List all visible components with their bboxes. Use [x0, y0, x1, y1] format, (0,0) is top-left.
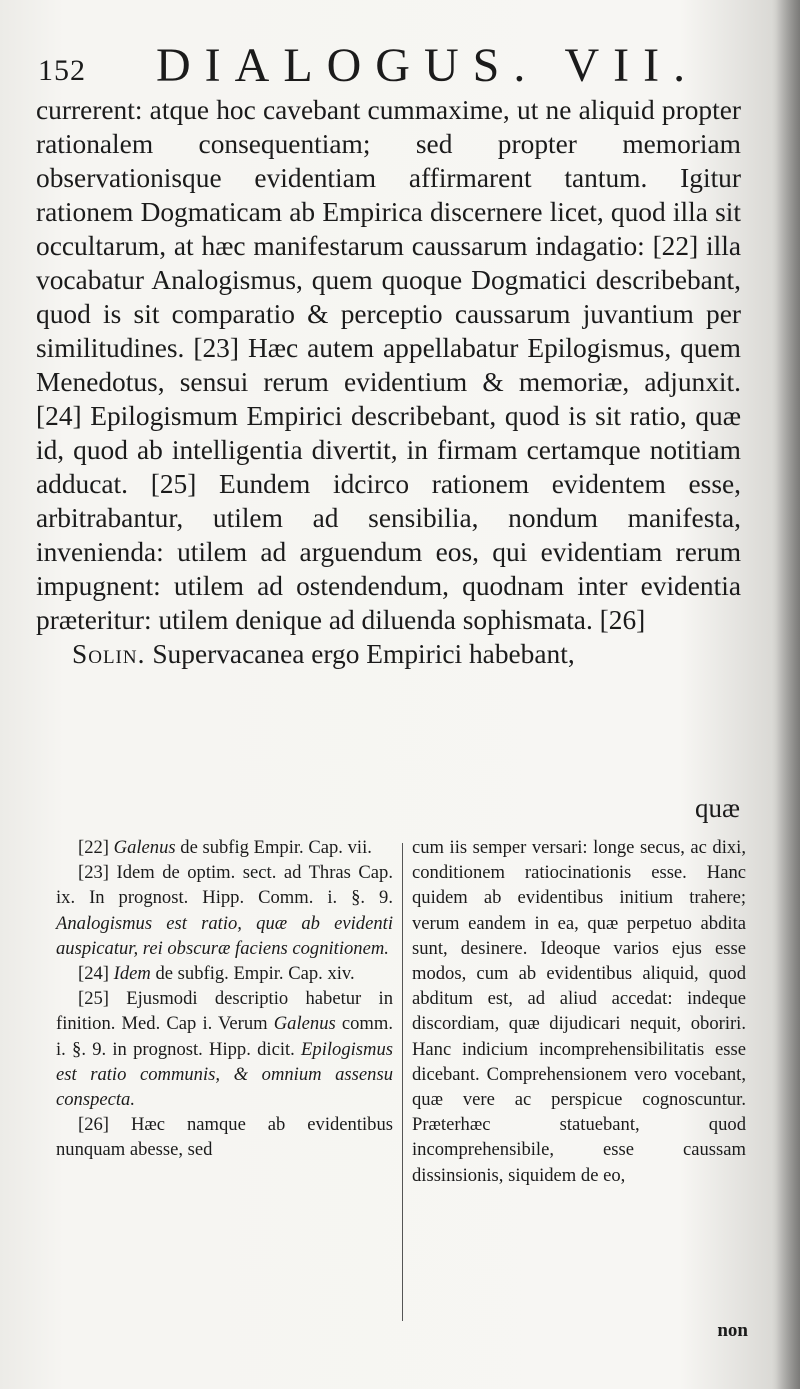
- page-edge-shadow: [772, 0, 800, 1389]
- footnote-26: [56, 1112, 393, 1162]
- footnote-quote: Epilogismus est ratio communis, & omnium assensu conspecta.: [56, 1038, 393, 1111]
- footnotes-right-column: [412, 835, 746, 1188]
- footnote-text: cum iis semper versari: longe secus, ac dixi, conditionem ratiocinationis esse. Hanc quidem ab evidentibus initium trahere; verum eandem in ea, quæ perpetuo abdita sunt, desinere. Ideoque varios ejus esse modos, cum ab evidentibus aliquid, quod abditum est, ad aliud accedat: indeque discordiam, quæ dijudicari nequit, oboriri. Hanc indicium incomprehensibilitatis esse dicebant. Comprehensionem vero vocebant, quæ vere ac perspicue cognoscuntur. Præterhæc statuebant, quod incomprehensibile, esse caussam dissinsionis, siquidem de eo,: [412, 837, 746, 1186]
- footnote-text: Idem de optim. sect. ad Thras Cap. ix. In prognost. Hipp. Comm. i. §. 9.: [56, 862, 394, 909]
- footnote-marker: [26]: [78, 1114, 109, 1136]
- main-paragraph-text: currerent: atque hoc cavebant cummaxime, ut ne aliquid propter rationalem consequentiam; sed propter memoriam observationisque evidentiam affirmarent tantum. Igitur rationem Dogmaticam ab Empirica discernere licet, quod illa sit occultarum, at hæc manifestarum caussarum indagatio: [22] illa vocabatur Analogismus, quem quoque Dogmatici describebant, quod is sit comparatio & perceptio caussarum juvantium per similitudines. [23] Hæc autem appellabatur Epilogismus, quem Menedotus, sensui rerum evidentium & memoriæ, adjunxit. [24] Epilogismum Empirici describebant, quod is sit ratio, quæ id, quod ab intelligentia divertit, in firmam certamque notitiam adducat. [25] Eundem idcirco rationem evidentem esse, arbitrabantur, utilem ad sensibilia, nondum manifesta, invenienda: utilem ad arguendum eos, qui evidentiam rerum impugnent: utilem ad ostendendum, quodnam inter evidentia præteritur: utilem denique ad diluenda sophismata. [26]: [36, 95, 741, 635]
- footnote-text: Hæc namque ab evidentibus nunquam abesse, sed: [56, 1114, 393, 1161]
- footnote-author: Idem: [113, 963, 151, 985]
- dialogue-text: Supervacanea ergo Empirici habebant,: [152, 639, 575, 669]
- footnote-23: [56, 860, 393, 961]
- footnotes-left-column: [56, 835, 393, 1163]
- footnote-quote: Analogismus est ratio, quæ ab evidenti auspicatur, rei obscuræ faciens cognitionem.: [56, 912, 393, 959]
- running-title: DIALOGUS. VII.: [156, 39, 700, 92]
- footnote-24: [56, 961, 393, 986]
- footnotes-area: [56, 835, 746, 1325]
- catchword-main: quæ: [694, 793, 740, 823]
- main-paragraph: [36, 93, 741, 637]
- footnote-marker: [25]: [78, 988, 109, 1010]
- page-header: [38, 38, 738, 98]
- footnote-22: [56, 835, 393, 860]
- footnote-text: de subfig. Empir. Cap. xiv.: [155, 963, 355, 985]
- page-number: 152: [38, 54, 86, 87]
- column-divider: [402, 843, 403, 1321]
- footnote-text: comm. i. §. 9. in prognost. Hipp. dicit.: [56, 1013, 393, 1060]
- footnote-25: [56, 986, 393, 1112]
- dialogue-paragraph: [36, 637, 741, 671]
- footnote-text: de subfig Empir. Cap. vii.: [180, 837, 372, 858]
- catchword-bottom: non: [717, 1320, 748, 1341]
- main-body-text: [36, 93, 741, 671]
- footnote-author: Galenus: [113, 837, 176, 858]
- speaker-name: Solin.: [72, 639, 146, 669]
- footnote-marker: [22]: [78, 837, 109, 858]
- footnote-marker: [23]: [78, 862, 109, 884]
- footnote-author: Galenus: [273, 1013, 336, 1035]
- footnote-text: Ejusmodi descriptio habetur in finition. Med. Cap i. Verum: [56, 988, 393, 1035]
- footnote-26-continuation: [412, 835, 746, 1188]
- footnote-marker: [24]: [78, 963, 109, 985]
